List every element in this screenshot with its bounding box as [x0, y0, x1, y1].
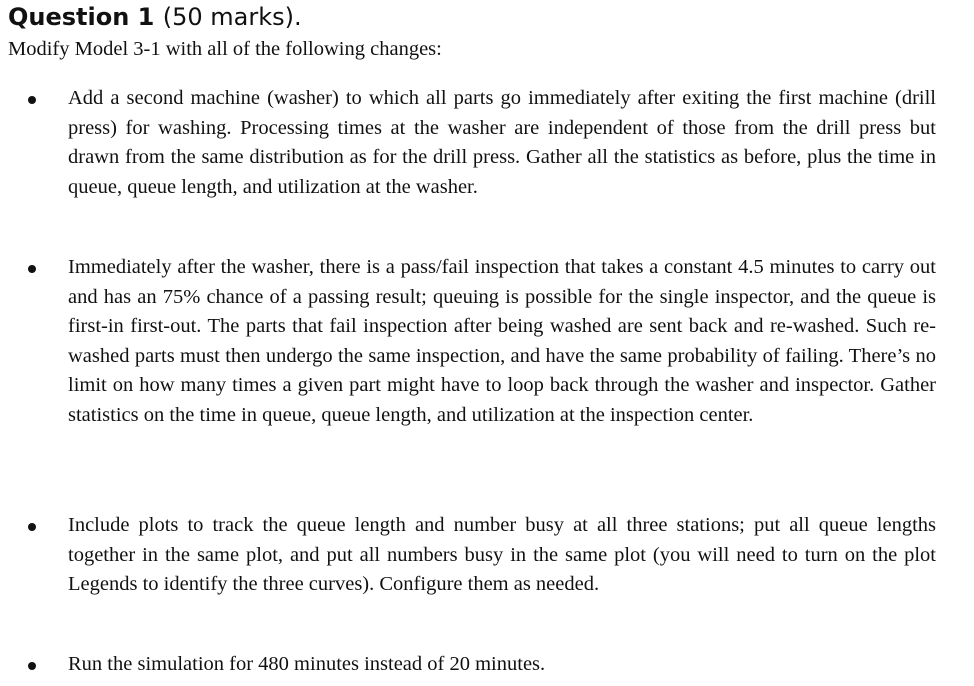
- bullet-dot-icon: [28, 523, 36, 531]
- question-heading: [8, 2, 302, 32]
- question-intro: Modify Model 3-1 with all of the following changes:: [8, 38, 442, 60]
- bullet-dot-icon: [28, 662, 36, 670]
- bullet-text: Add a second machine (washer) to which all parts go immediately after exiting the first machine (drill press) for washing. Processing times at the washer are independent of those from the drill press but drawn from the same distribution as for the drill press. Gather all the statistics as before, plus the time in queue, queue length, and utilization at the washer.: [68, 87, 936, 198]
- question-marks: (50 marks).: [162, 3, 302, 31]
- bullet-text: Immediately after the washer, there is a pass/fail inspection that takes a constant 4.5 minutes to carry out and has an 75% chance of a passing result; queuing is possible for the single inspector, and the queue is first-in first-out. The parts that fail inspection after being washed are sent back and re-washed. Such re-washed parts must then undergo the same inspection, and have the same probability of failing. There’s no limit on how many times a given part might have to loop back through the washer and inspector. Gather statistics on the time in queue, queue length, and utilization at the inspection center.: [68, 256, 936, 426]
- bullet-text: Run the simulation for 480 minutes instead of 20 minutes.: [68, 653, 546, 675]
- question-label: Question 1: [8, 3, 155, 31]
- bullet-dot-icon: [28, 265, 36, 273]
- bullet-dot-icon: [28, 96, 36, 104]
- bullet-text: Include plots to track the queue length and number busy at all three stations; put all queue lengths together in the same plot, and put all numbers busy in the same plot (you will need to turn on the plot Legends to identify the three curves). Configure them as needed.: [68, 514, 936, 596]
